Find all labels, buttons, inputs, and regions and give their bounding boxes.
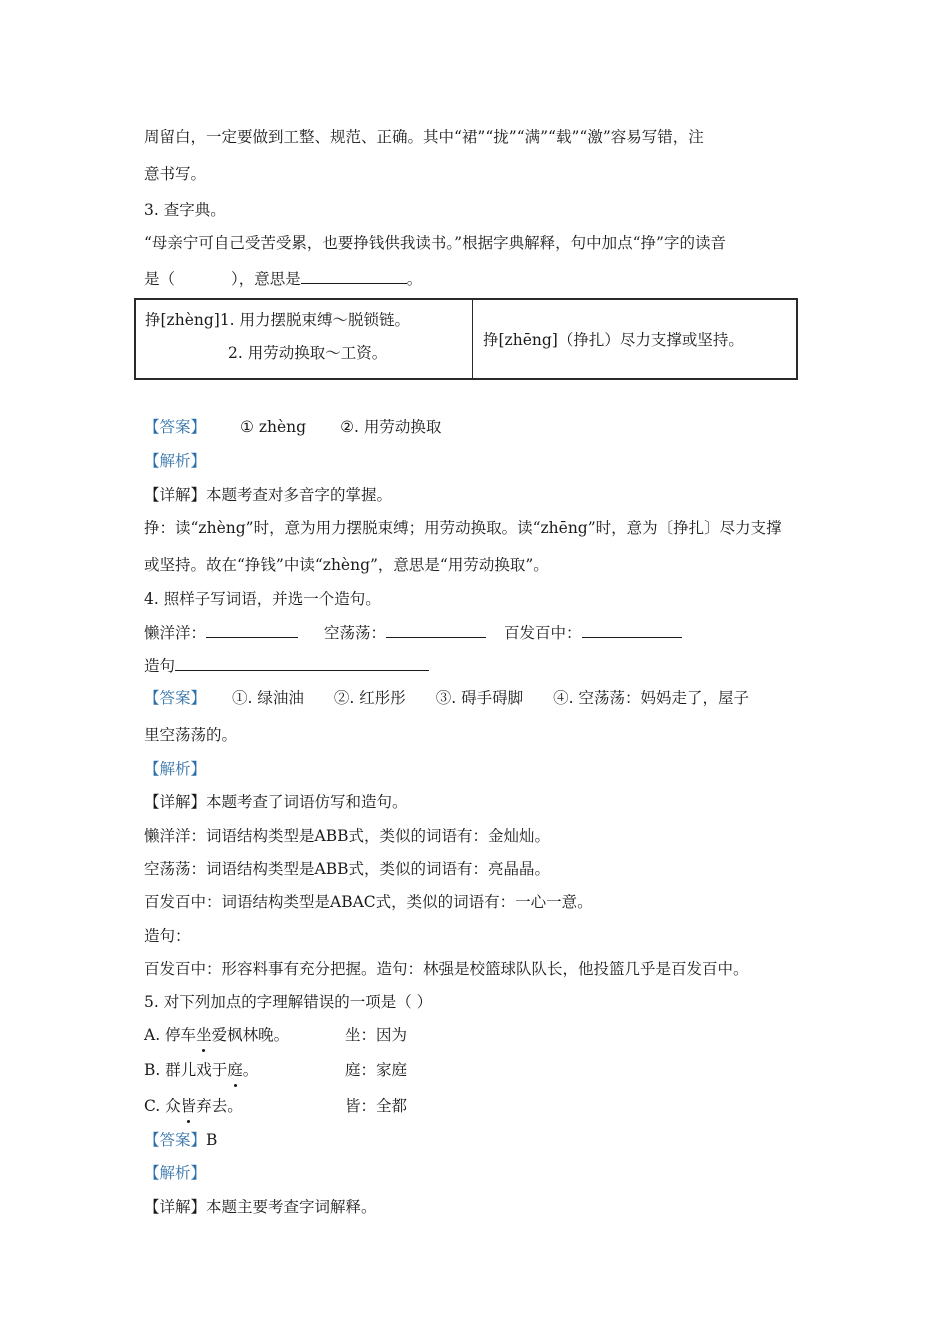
option-text: B. 群儿戏于 bbox=[144, 1061, 228, 1079]
word-label: 懒洋洋： bbox=[144, 624, 207, 642]
question-3-title: 3. 查字典。 bbox=[144, 201, 226, 219]
option-explanation: 庭：家庭 bbox=[345, 1061, 408, 1079]
option-explanation: 皆：全都 bbox=[345, 1097, 408, 1115]
option-a bbox=[144, 1024, 408, 1046]
answer-blank bbox=[175, 655, 429, 671]
analysis-tag-line bbox=[144, 1162, 206, 1184]
dictionary-entry-2: 2. 用劳动换取～工资。 bbox=[228, 344, 388, 362]
detail-paragraph: 造句： bbox=[144, 927, 191, 945]
option-explanation: 坐：因为 bbox=[345, 1026, 408, 1044]
detail-paragraph: 挣：读“zhèng”时，意为用力摆脱束缚；用劳动换取。读“zhēng”时，意为〔挣扎〕尽力支撑 bbox=[144, 519, 782, 537]
detail-tag: 【详解】 bbox=[144, 793, 207, 811]
detail-paragraph: 百发百中：词语结构类型是ABAC式，类似的词语有：一心一意。 bbox=[144, 893, 593, 911]
sentence-label: 造句 bbox=[144, 657, 176, 675]
dictionary-cell-zheng1: 挣[zhēng]（挣扎）尽力支撑或坚持。 bbox=[473, 299, 798, 379]
detail-text: 本题考查对多音字的掌握。 bbox=[206, 486, 393, 504]
dotted-character: 坐 bbox=[196, 1026, 212, 1044]
answer-blank bbox=[301, 268, 407, 284]
detail-line bbox=[144, 791, 408, 813]
ask-part-a: 是（ bbox=[144, 270, 176, 288]
question-3-ask bbox=[144, 268, 422, 290]
detail-paragraph: 空荡荡：词语结构类型是ABB式，类似的词语有：亮晶晶。 bbox=[144, 860, 550, 878]
analysis-tag-line bbox=[144, 758, 206, 780]
word-label: 空荡荡： bbox=[324, 624, 387, 642]
analysis-tag: 【解析】 bbox=[144, 1164, 207, 1182]
ask-part-c: 。 bbox=[406, 270, 423, 288]
answer-item: ① zhèng bbox=[240, 418, 307, 436]
detail-paragraph: 懒洋洋：词语结构类型是ABB式，类似的词语有：金灿灿。 bbox=[144, 827, 550, 845]
question-5-title: 5. 对下列加点的字理解错误的一项是（ ） bbox=[144, 993, 433, 1011]
answer-item: ④. 空荡荡：妈妈走了，屋子 bbox=[553, 689, 749, 707]
answer-line-4 bbox=[144, 687, 749, 709]
answer-blank bbox=[582, 622, 682, 638]
detail-paragraph: 或坚持。故在“挣钱”中读“zhèng”，意思是“用劳动换取”。 bbox=[144, 556, 549, 574]
option-text: 弃去。 bbox=[196, 1097, 243, 1115]
answer-tag: 【答案】 bbox=[144, 689, 207, 707]
option-b bbox=[144, 1059, 408, 1081]
ask-part-b: ），意思是 bbox=[231, 270, 301, 288]
answer-tag: 【答案】 bbox=[144, 418, 207, 436]
word-label: 百发百中： bbox=[504, 624, 582, 642]
dictionary-table bbox=[134, 298, 798, 380]
detail-line bbox=[144, 1196, 377, 1218]
detail-line bbox=[144, 484, 392, 506]
detail-text: 本题考查了词语仿写和造句。 bbox=[206, 793, 408, 811]
question-3-quote: “母亲宁可自己受苦受累，也要挣钱供我读书。”根据字典解释，句中加点“挣”字的读音 bbox=[144, 234, 726, 252]
detail-text: 本题主要考查字词解释。 bbox=[206, 1198, 377, 1216]
detail-paragraph: 百发百中：形容料事有充分把握。造句：林强是校篮球队队长，他投篮几乎是百发百中。 bbox=[144, 960, 749, 978]
analysis-tag: 【解析】 bbox=[144, 452, 207, 470]
option-text: 爱枫林晚。 bbox=[211, 1026, 290, 1044]
question-4-sentence bbox=[144, 655, 429, 677]
answer-item: ②. 红彤彤 bbox=[333, 689, 406, 707]
dictionary-cell-zheng4 bbox=[135, 299, 473, 379]
question-4-words bbox=[144, 622, 682, 644]
option-c bbox=[144, 1095, 408, 1117]
paragraph-line: 周留白，一定要做到工整、规范、正确。其中“裙”“拢”“满”“载”“激”容易写错，注 bbox=[144, 128, 704, 146]
answer-line-3 bbox=[144, 416, 441, 438]
answer-blank bbox=[206, 622, 298, 638]
paragraph-line: 意书写。 bbox=[144, 165, 207, 183]
dotted-character: 皆 bbox=[180, 1097, 197, 1115]
analysis-tag: 【解析】 bbox=[144, 760, 207, 778]
answer-blank bbox=[386, 622, 486, 638]
dotted-character: 庭 bbox=[227, 1061, 243, 1079]
question-4-title: 4. 照样子写词语，并选一个造句。 bbox=[144, 590, 381, 608]
answer-item: ③. 碍手碍脚 bbox=[435, 689, 524, 707]
answer-continuation: 里空荡荡的。 bbox=[144, 726, 238, 744]
analysis-tag-line bbox=[144, 450, 206, 472]
answer-item: ①. 绿油油 bbox=[232, 689, 304, 707]
option-text: A. 停车 bbox=[144, 1026, 197, 1044]
answer-item: ②. 用劳动换取 bbox=[340, 418, 442, 436]
detail-tag: 【详解】 bbox=[144, 1198, 207, 1216]
answer-tag: 【答案】 bbox=[144, 1131, 207, 1149]
answer-line-5 bbox=[144, 1129, 217, 1151]
dictionary-entry-1: 挣[zhèng]1. 用力摆脱束缚～脱锁链。 bbox=[145, 311, 411, 329]
answer-item: B bbox=[206, 1131, 218, 1149]
option-text: C. 众 bbox=[144, 1097, 181, 1115]
option-text: 。 bbox=[242, 1061, 259, 1079]
detail-tag: 【详解】 bbox=[144, 486, 207, 504]
